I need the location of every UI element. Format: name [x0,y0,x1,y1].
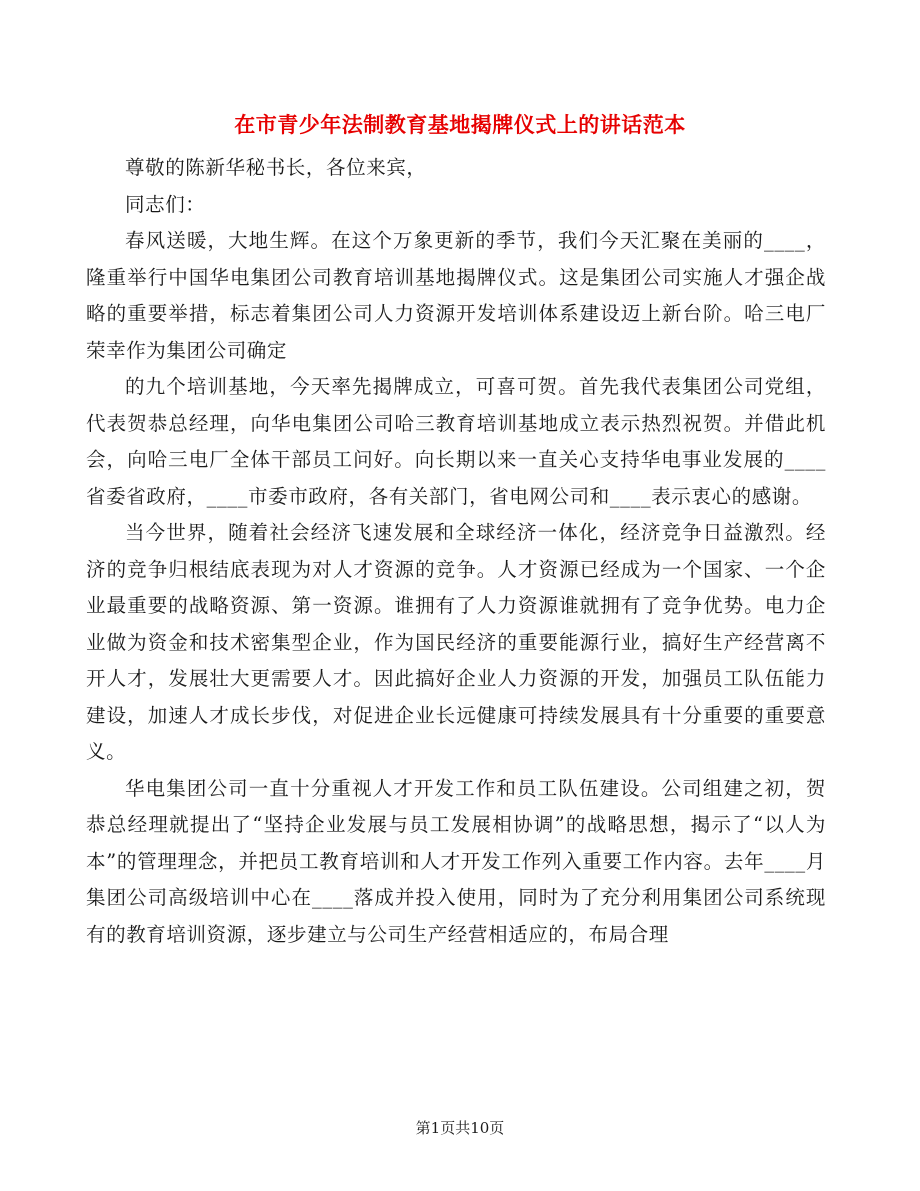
document-body [86,150,826,953]
salutation-paragraph: 尊敬的陈新华秘书长，各位来宾， [125,156,427,179]
body-paragraph-1: 春风送暖，大地生辉。在这个万象更新的季节，我们今天汇聚在美丽的____，隆重举行中国华电集团公司教育培训基地揭牌仪式。这是集团公司实施人才强企战略的重要举措，标志着集团公司人力资源开发培训体系建设迈上新台阶。哈三电厂荣幸作为集团公司确定 [86,229,826,362]
body-paragraph-4: 华电集团公司一直十分重视人才开发工作和员工队伍建设。公司组建之初，贺恭总经理就提出了“坚持企业发展与员工发展相协调”的战略思想，揭示了“以人为本”的管理理念，并把员工教育培训和人才开发工作列入重要工作内容。去年____月集团公司高级培训中心在____落成并投入使用，同时为了充分利用集团公司系统现有的教育培训资源，逐步建立与公司生产经营相适应的，布局合理 [86,776,826,946]
body-paragraph-2: 的九个培训基地，今天率先揭牌成立，可喜可贺。首先我代表集团公司党组，代表贺恭总经理，向华电集团公司哈三教育培训基地成立表示热烈祝贺。并借此机会，向哈三电厂全体干部员工问好。向长期以来一直关心支持华电事业发展的____省委省政府，____市委市政府，各有关部门，省电网公司和____表示衷心的感谢。 [86,375,826,508]
document-title: 在市青少年法制教育基地揭牌仪式上的讲话范本 [234,112,686,137]
address-paragraph: 同志们： [125,192,206,216]
page-number-footer: 第1页共10页 [415,1119,505,1137]
body-paragraph-3: 当今世界，随着社会经济飞速发展和全球经济一体化，经济竞争日益激烈。经济的竞争归根结底表现为对人才资源的竞争。人才资源已经成为一个国家、一个企业最重要的战略资源、第一资源。谁拥有了人力资源谁就拥有了竞争优势。电力企业做为资金和技术密集型企业，作为国民经济的重要能源行业，搞好生产经营离不开人才，发展壮大更需要人才。因此搞好企业人力资源的开发，加强员工队伍能力建设，加速人才成长步伐，对促进企业长远健康可持续发展具有十分重要的重要意义。 [86,521,826,763]
